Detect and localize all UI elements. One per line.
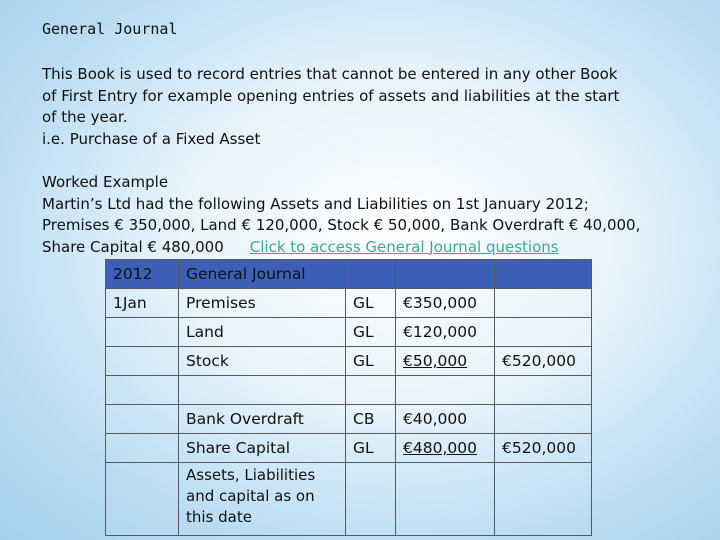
description-line: of First Entry for example opening entries of assets and liabilities at the start — [42, 86, 620, 105]
table-row — [106, 405, 592, 434]
journal-table — [105, 259, 592, 536]
table-row — [106, 376, 592, 405]
cell-amount: €350,000 — [396, 289, 495, 318]
cell-ref: GL — [346, 289, 396, 318]
cell-date — [106, 434, 179, 463]
cell-ref — [346, 376, 396, 405]
worked-line-3 — [42, 237, 702, 259]
cell-amount — [396, 376, 495, 405]
worked-heading: Worked Example — [42, 173, 169, 191]
narration-text: Assets, Liabilities and capital as on this date — [186, 466, 316, 526]
worked-line: Premises € 350,000, Land € 120,000, Stock € 50,000, Bank Overdraft € 40,000, — [42, 216, 641, 234]
cell-amount: €120,000 — [396, 318, 495, 347]
cell-total — [495, 376, 592, 405]
table-row — [106, 434, 592, 463]
cell-amount: €480,000 — [396, 434, 495, 463]
cell-date — [106, 463, 179, 536]
cell-date — [106, 318, 179, 347]
cell-account: Stock — [179, 347, 346, 376]
cell-date — [106, 347, 179, 376]
cell-total — [495, 405, 592, 434]
cell-amount — [396, 463, 495, 536]
header-label: General Journal — [179, 260, 346, 289]
journal-header-row — [106, 260, 592, 289]
description-line: of the year. — [42, 108, 128, 126]
cell-account: Bank Overdraft — [179, 405, 346, 434]
worked-example — [42, 172, 702, 258]
table-row — [106, 347, 592, 376]
cell-account: Premises — [179, 289, 346, 318]
description-line: This Book is used to record entries that cannot be entered in any other Book — [42, 65, 618, 83]
table-row — [106, 289, 592, 318]
table-row — [106, 463, 592, 536]
cell-amount: €50,000 — [396, 347, 495, 376]
worked-line: Martin’s Ltd had the following Assets and Liabilities on 1st January 2012; — [42, 194, 589, 213]
cell-ref — [346, 463, 396, 536]
questions-link[interactable]: Click to access General Journal questions — [249, 237, 559, 256]
cell-date — [106, 376, 179, 405]
cell-ref: CB — [346, 405, 396, 434]
cell-date — [106, 405, 179, 434]
page-title: General Journal — [42, 20, 178, 38]
cell-total — [495, 463, 592, 536]
description — [42, 64, 692, 150]
description-line: i.e. Purchase of a Fixed Asset — [42, 129, 261, 148]
cell-ref: GL — [346, 434, 396, 463]
cell-amount: €40,000 — [396, 405, 495, 434]
cell-account: Land — [179, 318, 346, 347]
cell-date: 1Jan — [106, 289, 179, 318]
cell-total: €520,000 — [495, 434, 592, 463]
cell-total — [495, 289, 592, 318]
cell-total — [495, 318, 592, 347]
header-cell — [396, 260, 495, 289]
header-cell — [346, 260, 396, 289]
cell-ref: GL — [346, 318, 396, 347]
header-cell — [495, 260, 592, 289]
cell-account — [179, 376, 346, 405]
header-date: 2012 — [106, 260, 179, 289]
worked-line: Share Capital € 480,000 — [42, 237, 224, 256]
table-row — [106, 318, 592, 347]
cell-account — [179, 463, 346, 536]
cell-account: Share Capital — [179, 434, 346, 463]
cell-total: €520,000 — [495, 347, 592, 376]
cell-ref: GL — [346, 347, 396, 376]
